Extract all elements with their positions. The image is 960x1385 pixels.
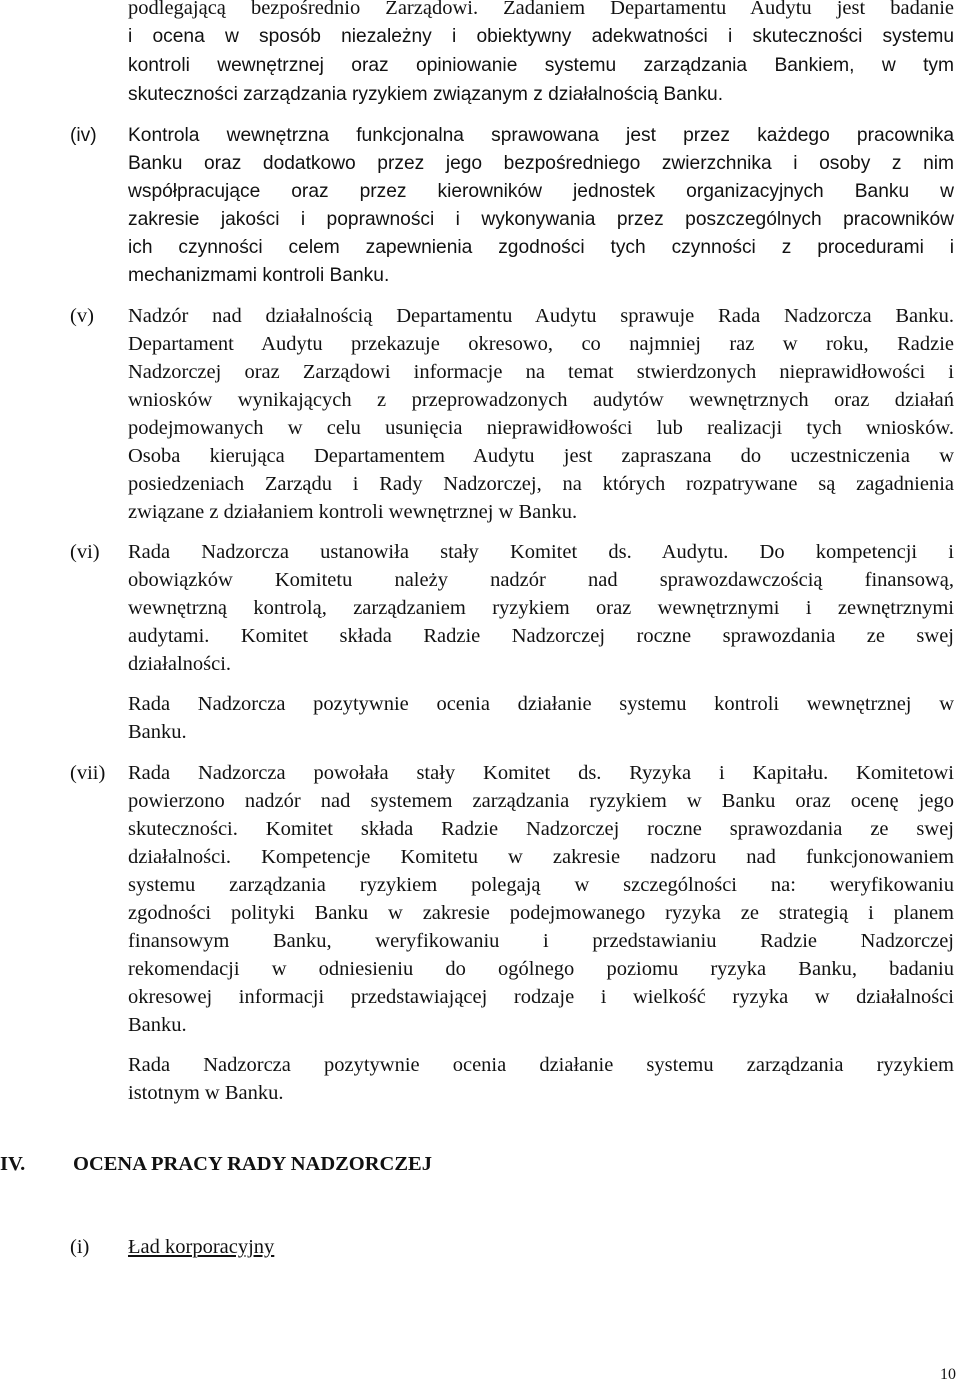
list-marker: (v): [70, 305, 94, 327]
list-marker: (vii): [70, 762, 106, 784]
text-line: Nadzór nad działalnością Departamentu Audytu sprawuje Rada Nadzorcza Banku.: [128, 305, 954, 327]
text-line: audytami. Komitet składa Radzie Nadzorczej roczne sprawozdania ze swej: [128, 625, 954, 647]
text-line: zgodności polityki Banku w zakresie podejmowanego ryzyka ze strategią i planem: [128, 902, 954, 924]
text-line: Rada Nadzorcza pozytywnie ocenia działanie systemu kontroli wewnętrznej w: [128, 693, 954, 715]
text-line: systemu zarządzania ryzykiem polegają w szczególności na: weryfikowaniu: [128, 874, 954, 896]
text-line: skuteczności. Komitet składa Radzie Nadzorczej roczne sprawozdania ze swej: [128, 818, 954, 840]
text-line: mechanizmami kontroli Banku.: [128, 265, 390, 286]
text-line: Banku.: [128, 1014, 187, 1036]
text-line: istotnym w Banku.: [128, 1082, 284, 1104]
text-line: i ocena w sposób niezależny i obiektywny adekwatności i skuteczności systemu: [128, 26, 954, 47]
text-line: obowiązków Komitetu należy nadzór nad sprawozdawczością finansową,: [128, 569, 954, 591]
text-line: podlegającą bezpośrednio Zarządowi. Zadaniem Departamentu Audytu jest badanie: [128, 0, 954, 19]
subsection-heading: Ład korporacyjny: [128, 1236, 275, 1258]
text-line: wniosków wynikających z przeprowadzonych audytów wewnętrznych oraz działań: [128, 389, 954, 411]
text-line: Banku oraz dodatkowo przez jego bezpośredniego zwierzchnika i osoby z nim: [128, 153, 954, 174]
text-line: Rada Nadzorcza ustanowiła stały Komitet ds. Audytu. Do kompetencji i: [128, 541, 954, 563]
text-line: rekomendacji w odniesieniu do ogólnego poziomu ryzyka Banku, badaniu: [128, 958, 954, 980]
text-line: ich czynności celem zapewnienia zgodności tych czynności z procedurami i: [128, 237, 954, 258]
text-line: kontroli wewnętrznej oraz opiniowanie systemu zarządzania Bankiem, w tym: [128, 55, 954, 76]
text-line: skuteczności zarządzania ryzykiem związanym z działalnością Banku.: [128, 84, 724, 105]
text-line: finansowym Banku, weryfikowaniu i przedstawianiu Radzie Nadzorczej: [128, 930, 954, 952]
text-line: Nadzorczej oraz Zarządowi informacje na temat stwierdzonych nieprawidłowości i: [128, 361, 954, 383]
text-line: Banku.: [128, 721, 187, 743]
text-line: Rada Nadzorcza pozytywnie ocenia działanie systemu zarządzania ryzykiem: [128, 1054, 954, 1076]
text-line: działalności. Kompetencje Komitetu w zakresie nadzoru nad funkcjonowaniem: [128, 846, 954, 868]
subsection-marker: (i): [70, 1236, 90, 1258]
text-line: powierzono nadzór nad systemem zarządzania ryzykiem w Banku oraz ocenę jego: [128, 790, 954, 812]
list-marker: (iv): [70, 125, 97, 146]
text-line: podejmowanych w celu usunięcia nieprawidłowości lub realizacji tych wniosków.: [128, 417, 954, 439]
text-line: działalności.: [128, 653, 232, 675]
text-line: wewnętrzną kontrolą, zarządzaniem ryzykiem oraz wewnętrznymi i zewnętrznymi: [128, 597, 954, 619]
text-line: Osoba kierująca Departamentem Audytu jest zapraszana do uczestniczenia w: [128, 445, 954, 467]
section-number: IV.: [0, 1153, 26, 1175]
list-marker: (vi): [70, 541, 100, 563]
text-line: okresowej informacji przedstawiającej rodzaje i wielkość ryzyka w działalności: [128, 986, 954, 1008]
text-line: Kontrola wewnętrzna funkcjonalna sprawowana jest przez każdego pracownika: [128, 125, 954, 146]
text-line: współpracujące oraz przez kierowników jednostek organizacyjnych Banku w: [128, 181, 954, 202]
text-line: Departament Audytu przekazuje okresowo, co najmniej raz w roku, Radzie: [128, 333, 954, 355]
section-heading: OCENA PRACY RADY NADZORCZEJ: [73, 1153, 432, 1175]
page-number: 10: [940, 1366, 956, 1383]
text-line: zakresie jakości i poprawności i wykonywania przez poszczególnych pracowników: [128, 209, 954, 230]
text-line: posiedzeniach Zarządu i Rady Nadzorczej, na których rozpatrywane są zagadnienia: [128, 473, 954, 495]
text-line: związane z działaniem kontroli wewnętrznej w Banku.: [128, 501, 578, 523]
text-line: Rada Nadzorcza powołała stały Komitet ds. Ryzyka i Kapitału. Komitetowi: [128, 762, 954, 784]
